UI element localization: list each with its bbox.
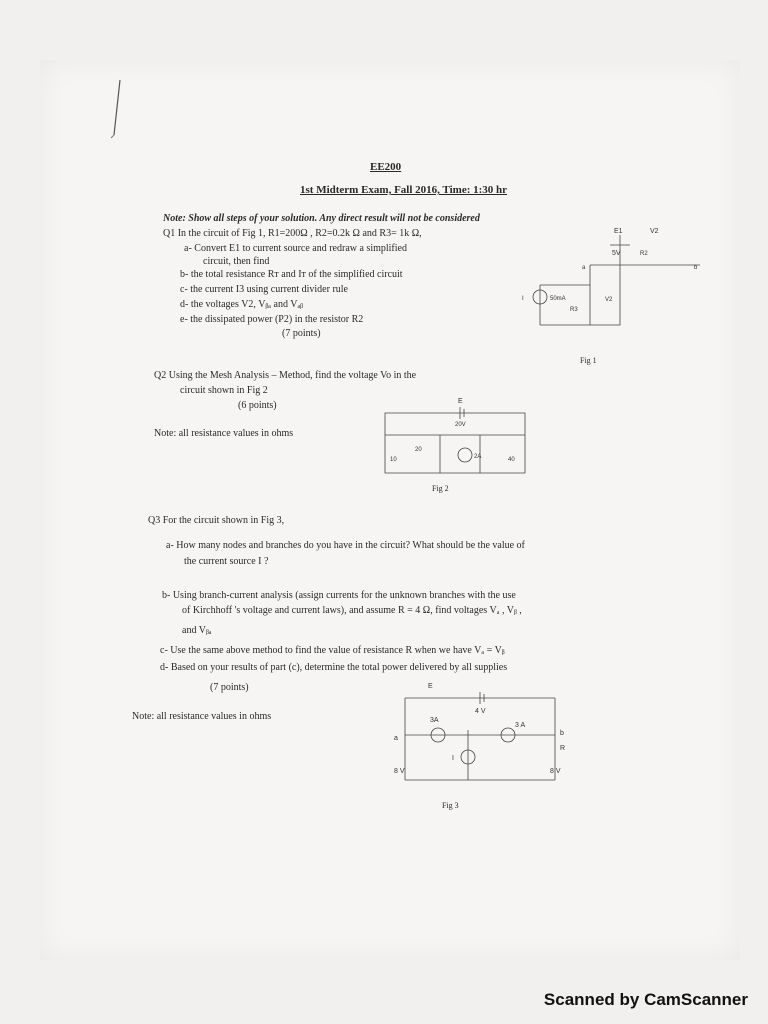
q1-points: (7 points) bbox=[282, 328, 321, 339]
q2-stem: Q2 Using the Mesh Analysis – Method, find the voltage Vo in the bbox=[154, 370, 417, 381]
fig3-label-b: b bbox=[560, 730, 564, 737]
fig3-label-r: R bbox=[560, 745, 566, 752]
q3-item-b: b- Using branch-current analysis (assign currents for the unknown branches with the use bbox=[162, 590, 516, 601]
q3-item-c: c- Use the same above method to find the value of resistance R when we have Vₐ = Vᵦ bbox=[160, 645, 505, 656]
fig1-label-v2-top: V2 bbox=[650, 228, 659, 235]
q3-item-d: d- Based on your results of part (c), determine the total power delivered by all supplies bbox=[160, 662, 508, 673]
q2-points: (6 points) bbox=[238, 400, 277, 411]
fig1-label-b: b bbox=[694, 265, 698, 271]
scanner-watermark: Scanned by CamScanner bbox=[543, 990, 748, 1009]
fig3-label-8v-left: 8 V bbox=[394, 768, 405, 775]
fig1-label-50ma: 50mA bbox=[550, 296, 566, 302]
q3-item-a-cont: the current source I ? bbox=[184, 556, 269, 567]
q3-stem: Q3 For the circuit shown in Fig 3, bbox=[148, 515, 285, 526]
fig1-label-r2: R2 bbox=[640, 251, 648, 257]
fig3-label-i: I bbox=[452, 755, 454, 762]
fig3-label-8v-right: 8 V bbox=[550, 768, 561, 775]
q1-item-a-cont: circuit, then find bbox=[203, 256, 270, 267]
fig2-caption: Fig 2 bbox=[432, 484, 449, 493]
course-title: EE200 bbox=[370, 161, 402, 173]
fig3-caption: Fig 3 bbox=[442, 801, 459, 810]
fig1-label-a: a bbox=[582, 265, 586, 271]
q2-stem-cont: circuit shown in Fig 2 bbox=[180, 385, 268, 396]
fig2-label-20: 20 bbox=[415, 447, 422, 453]
fig1-circuit bbox=[510, 225, 710, 365]
fig2-label-20v: 20V bbox=[455, 422, 466, 428]
fig2-label-2a: 2A bbox=[474, 454, 482, 460]
fig2-label-10: 10 bbox=[390, 457, 397, 463]
fig1-label-r3: R3 bbox=[570, 307, 578, 313]
fig1-label-v2: V2 bbox=[605, 297, 613, 303]
fig1-label-e1: E1 bbox=[614, 228, 623, 235]
exam-title: 1st Midterm Exam, Fall 2016, Time: 1:30 hr bbox=[300, 184, 508, 196]
q2-note: Note: all resistance values in ohms bbox=[154, 428, 294, 439]
q1-item-a: a- Convert E1 to current source and redraw a simplified bbox=[184, 243, 407, 254]
instructions-note: Note: Show all steps of your solution. Any direct result will not be considered bbox=[163, 213, 480, 224]
q1-item-b: b- the total resistance Rᴛ and Iᴛ of the simplified circuit bbox=[180, 269, 403, 280]
fig3-label-3a-left: 3A bbox=[430, 717, 439, 724]
fig3-label-4v: 4 V bbox=[475, 708, 486, 715]
fig1-caption: Fig 1 bbox=[580, 356, 597, 365]
fig3-circuit bbox=[380, 680, 590, 795]
fig2-label-e: E bbox=[458, 398, 463, 405]
q1-item-e: e- the dissipated power (P2) in the resistor R2 bbox=[180, 314, 364, 325]
fig3-label-e: E bbox=[428, 683, 433, 690]
q1-item-c: c- the current I3 using current divider rule bbox=[180, 284, 348, 295]
q1-stem: Q1 In the circuit of Fig 1, R1=200Ω , R2=0.2k Ω and R3= 1k Ω, bbox=[163, 228, 422, 239]
fig2-circuit bbox=[380, 395, 530, 480]
q3-item-b-cont: of Kirchhoff 's voltage and current laws), and assume R = 4 Ω, find voltages Vₐ , Vᵦ , bbox=[182, 605, 522, 616]
q3-item-b-cont2: and Vᵦₐ bbox=[182, 625, 212, 636]
q3-note: Note: all resistance values in ohms bbox=[132, 711, 272, 722]
fig2-label-40: 40 bbox=[508, 457, 515, 463]
q3-item-a: a- How many nodes and branches do you have in the circuit? What should be the value of bbox=[166, 540, 525, 551]
fig3-label-3a-right: 3 A bbox=[515, 722, 526, 729]
q1-item-d: d- the voltages V2, Vᵦₐ and Vₐᵦ bbox=[180, 299, 304, 310]
fig1-label-i: I bbox=[522, 296, 524, 302]
q3-points: (7 points) bbox=[210, 682, 249, 693]
pen-mark-icon bbox=[110, 80, 130, 140]
fig1-label-5v: 5V bbox=[612, 250, 621, 257]
fig3-label-a: a bbox=[394, 735, 398, 742]
